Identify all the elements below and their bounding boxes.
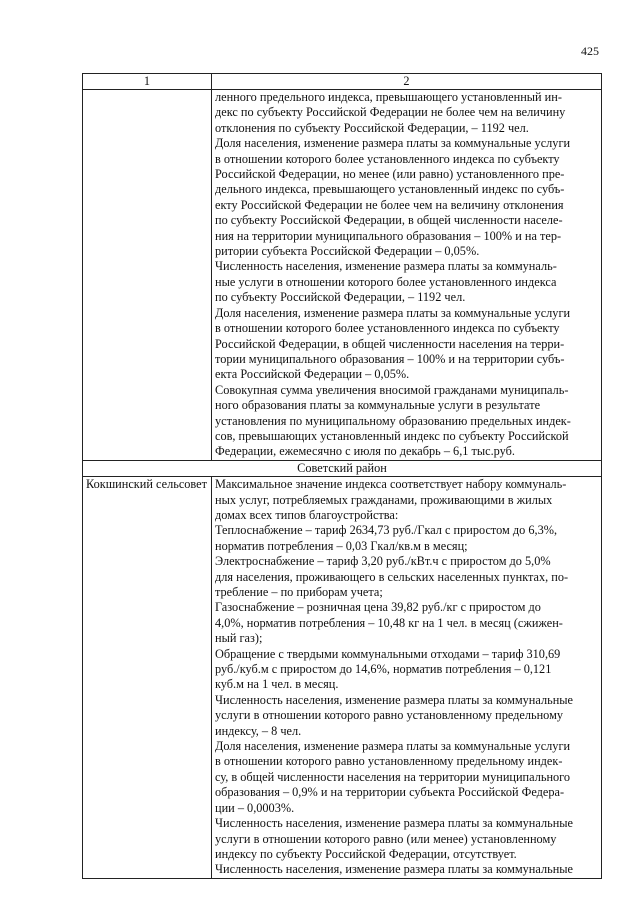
text-line: домах всех типов благоустройства:: [215, 507, 399, 522]
text-line: ного образования платы за коммунальные услуги в результате: [215, 398, 541, 413]
text-line: по субъекту Российской Федерации, – 1192 чел.: [215, 290, 466, 305]
text-line: ния на территории муниципального образования – 100% и на тер-: [215, 228, 562, 243]
text-line: Электроснабжение – тариф 3,20 руб./кВт.ч с приростом до 5,0%: [215, 554, 551, 569]
text-line: индексу, – 8 чел.: [215, 723, 302, 738]
text-line: 4,0%, норматив потребления – 10,48 кг на 1 чел. в месяц (сжижен-: [215, 615, 563, 630]
text-line: Российской Федерации, в общей численности населения на терри-: [215, 336, 565, 351]
text-line: норматив потребления – 0,03 Гкал/кв.м в месяц;: [215, 538, 468, 553]
text-line: установления по муниципальному образованию предельных индек-: [215, 413, 571, 428]
text-line: услуги в отношении которого равно установленному предельному: [215, 708, 564, 723]
text-line: Доля населения, изменение размера платы за коммунальные услуги: [215, 305, 571, 320]
row-description: [212, 477, 602, 879]
table-row: [83, 477, 602, 879]
row-description: [212, 90, 602, 461]
text-line: в отношении которого равно установленному предельному индек-: [215, 754, 563, 769]
table-header-row: [83, 74, 602, 90]
text-line: Российской Федерации, но менее (или равно) установленного пре-: [215, 167, 565, 182]
text-line: Численность населения, изменение размера платы за коммунальные: [215, 862, 573, 877]
text-line: для населения, проживающего в сельских населенных пунктах, по-: [215, 569, 569, 584]
text-line: Численность населения, изменение размера платы за коммуналь-: [215, 259, 557, 274]
text-line: тории муниципального образования – 100% и на территории субъ-: [215, 351, 565, 366]
text-line: Федерации, ежемесячно с июля по декабрь – 6,1 тыс.руб.: [215, 444, 515, 459]
text-line: отклонения по субъекту Российской Федерации, – 1192 чел.: [215, 120, 529, 135]
data-table: [82, 73, 602, 879]
text-line: екта Российской Федерации – 0,05%.: [215, 367, 410, 382]
text-line: декс по субъекту Российской Федерации не более чем на величину: [215, 105, 566, 120]
page-number: 425: [581, 44, 599, 58]
header-col-2: 2: [212, 74, 602, 90]
text-line: ритории субъекта Российской Федерации – 0,05%.: [215, 244, 480, 259]
municipality-name: Кокшинский сельсовет: [83, 477, 212, 879]
text-line: по субъекту Российской Федерации, в общей численности населе-: [215, 213, 563, 228]
text-line: куб.м на 1 чел. в месяц.: [215, 677, 339, 692]
text-line: ции – 0,0003%.: [215, 800, 295, 815]
text-line: ных услуг, потребляемых гражданами, проживающими в жилых: [215, 492, 553, 507]
text-line: сов, превышающих установленный индекс по субъекту Российской: [215, 428, 569, 443]
text-line: ленного предельного индекса, превышающего установленный ин-: [215, 90, 562, 104]
section-row: [83, 460, 602, 476]
text-line: в отношении которого более установленного индекса по субъекту: [215, 151, 560, 166]
text-line: екту Российской Федерации не более чем на величину отклонения: [215, 197, 564, 212]
row-municipality-empty: [83, 90, 212, 461]
text-line: Газоснабжение – розничная цена 39,82 руб./кг с приростом до: [215, 600, 541, 615]
text-line: Обращение с твердыми коммунальными отходами – тариф 310,69: [215, 646, 561, 661]
text-line: Численность населения, изменение размера платы за коммунальные: [215, 692, 573, 707]
text-line: су, в общей численности населения на территории муниципального: [215, 769, 571, 784]
text-line: дельного индекса, превышающего установленный индекс по субъ-: [215, 182, 565, 197]
text-line: индексу по субъекту Российской Федерации, отсутствует.: [215, 846, 517, 861]
text-line: Доля населения, изменение размера платы за коммунальные услуги: [215, 739, 571, 754]
text-line: Доля населения, изменение размера платы за коммунальные услуги: [215, 136, 571, 151]
text-line: Совокупная сумма увеличения вносимой гражданами муниципаль-: [215, 382, 569, 397]
text-line: Теплоснабжение – тариф 2634,73 руб./Гкал с приростом до 6,3%,: [215, 523, 558, 538]
table-row: [83, 90, 602, 461]
header-col-1: 1: [83, 74, 212, 90]
text-line: образования – 0,9% и на территории субъекта Российской Федера-: [215, 785, 565, 800]
text-line: руб./куб.м с приростом до 14,6%, норматив потребления – 0,121: [215, 662, 552, 677]
text-line: Максимальное значение индекса соответствует набору коммуналь-: [215, 477, 567, 492]
text-line: ные услуги в отношении которого более установленного индекса: [215, 274, 557, 289]
text-line: услуги в отношении которого равно (или менее) установленному: [215, 831, 557, 846]
text-line: ный газ);: [215, 631, 263, 646]
section-title: Советский район: [83, 460, 602, 476]
text-line: Численность населения, изменение размера платы за коммунальные: [215, 816, 573, 831]
text-line: требление – по приборам учета;: [215, 585, 383, 599]
text-line: в отношении которого более установленного индекса по субъекту: [215, 321, 560, 336]
